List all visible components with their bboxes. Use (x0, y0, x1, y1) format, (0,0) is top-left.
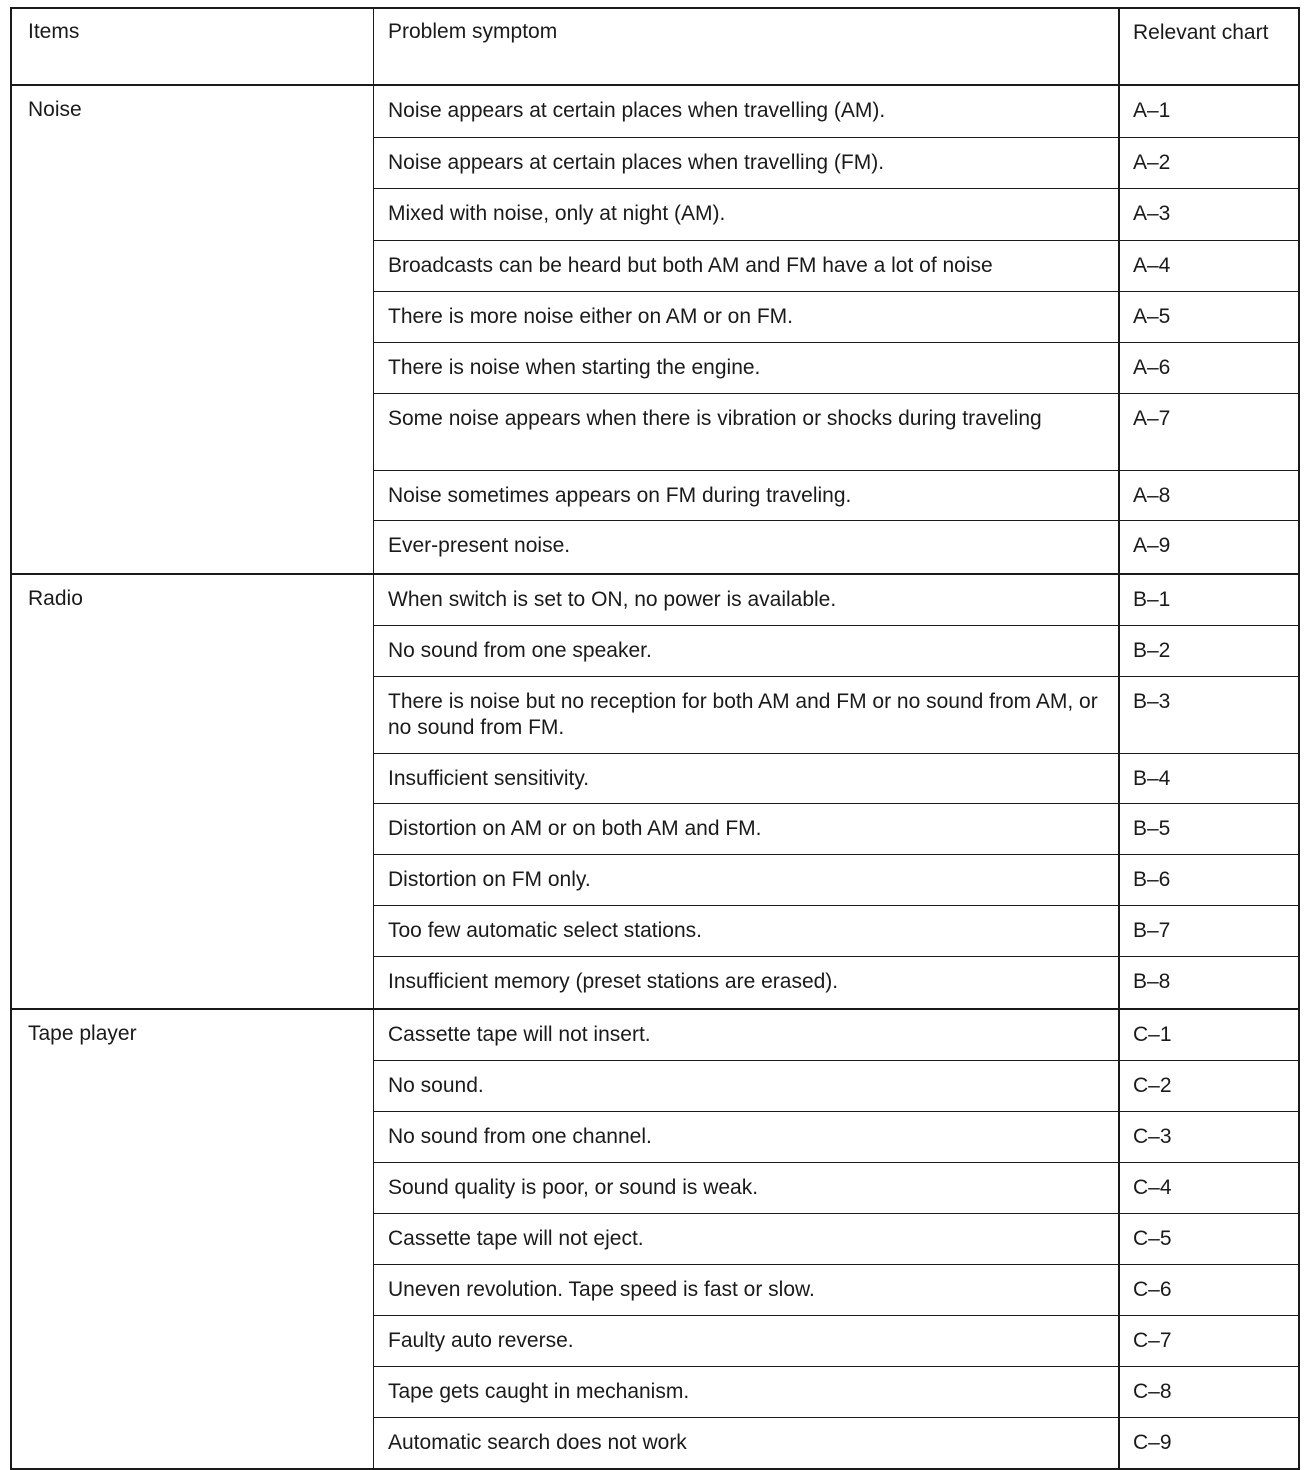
table-row (374, 1214, 1298, 1265)
problem-symptom-cell: There is noise when starting the engine. (374, 343, 1120, 393)
problem-symptom-cell: Noise sometimes appears on FM during traveling. (374, 471, 1120, 520)
symptom-rows (374, 1010, 1298, 1468)
problem-symptom-cell: Noise appears at certain places when travelling (FM). (374, 138, 1120, 188)
group-noise (12, 86, 1298, 575)
relevant-chart-cell: B–4 (1133, 767, 1171, 790)
table-row (374, 521, 1298, 573)
table-row (374, 1265, 1298, 1316)
problem-symptom-cell: Sound quality is poor, or sound is weak. (374, 1163, 1120, 1213)
problem-symptom-cell: Cassette tape will not insert. (374, 1010, 1120, 1060)
problem-symptom-cell: When switch is set to ON, no power is available. (374, 575, 1120, 625)
item-label: Noise (12, 86, 374, 573)
table-row (374, 292, 1298, 343)
relevant-chart-cell: B–6 (1133, 868, 1171, 891)
group-radio (12, 575, 1298, 1010)
table-row (374, 1316, 1298, 1367)
table-row (374, 471, 1298, 521)
problem-symptom-cell: Some noise appears when there is vibration or shocks during traveling (374, 394, 1120, 470)
problem-symptom-cell: Insufficient sensitivity. (374, 754, 1120, 803)
problem-symptom-cell: No sound. (374, 1061, 1120, 1111)
symptom-rows (374, 575, 1298, 1008)
relevant-chart-cell: B–7 (1133, 919, 1171, 942)
table-row (374, 855, 1298, 906)
table-row (374, 906, 1298, 957)
problem-symptom-cell: No sound from one speaker. (374, 626, 1120, 676)
problem-symptom-cell: Broadcasts can be heard but both AM and FM have a lot of noise (374, 241, 1120, 291)
problem-symptom-cell: Distortion on AM or on both AM and FM. (374, 804, 1120, 854)
relevant-chart-cell: A–9 (1133, 534, 1171, 557)
relevant-chart-cell: C–1 (1133, 1023, 1172, 1046)
relevant-chart-cell: A–7 (1133, 407, 1171, 430)
problem-symptom-cell: Insufficient memory (preset stations are erased). (374, 957, 1120, 1008)
problem-symptom-cell: Noise appears at certain places when travelling (AM). (374, 86, 1120, 137)
table-row (374, 1112, 1298, 1163)
header-problem-symptom: Problem symptom (374, 9, 1120, 84)
relevant-chart-cell: C–3 (1133, 1125, 1172, 1148)
relevant-chart-cell: C–6 (1133, 1278, 1172, 1301)
problem-symptom-cell: No sound from one channel. (374, 1112, 1120, 1162)
relevant-chart-cell: A–4 (1133, 254, 1171, 277)
table-row (374, 626, 1298, 677)
relevant-chart-cell: C–5 (1133, 1227, 1172, 1250)
table-row (374, 1010, 1298, 1061)
problem-symptom-cell: Automatic search does not work (374, 1418, 1120, 1468)
problem-symptom-cell: Distortion on FM only. (374, 855, 1120, 905)
problem-symptom-cell: Cassette tape will not eject. (374, 1214, 1120, 1264)
problem-symptom-cell: There is more noise either on AM or on FM. (374, 292, 1120, 342)
relevant-chart-cell: A–8 (1133, 484, 1171, 507)
problem-symptom-cell: Faulty auto reverse. (374, 1316, 1120, 1366)
table-row (374, 138, 1298, 189)
problem-symptom-cell: There is noise but no reception for both AM and FM or no sound from AM, or no sound from FM. (374, 677, 1120, 753)
relevant-chart-cell: B–1 (1133, 588, 1171, 611)
relevant-chart-cell: C–9 (1133, 1431, 1172, 1454)
problem-symptom-cell: Ever-present noise. (374, 521, 1120, 573)
troubleshooting-table (10, 7, 1300, 1470)
table-row (374, 1367, 1298, 1418)
header-relevant-chart: Relevant chart (1133, 21, 1269, 44)
table-row (374, 804, 1298, 855)
table-row (374, 86, 1298, 138)
problem-symptom-cell: Mixed with noise, only at night (AM). (374, 189, 1120, 240)
relevant-chart-cell: C–8 (1133, 1380, 1172, 1403)
table-row (374, 1418, 1298, 1468)
item-label: Tape player (12, 1010, 374, 1468)
table-row (374, 241, 1298, 292)
relevant-chart-cell: B–3 (1133, 690, 1171, 713)
relevant-chart-cell: B–8 (1133, 970, 1171, 993)
table-row (374, 1163, 1298, 1214)
problem-symptom-cell: Uneven revolution. Tape speed is fast or slow. (374, 1265, 1120, 1315)
table-header (12, 9, 1298, 86)
relevant-chart-cell: C–2 (1133, 1074, 1172, 1097)
relevant-chart-cell: A–6 (1133, 356, 1171, 379)
table-row (374, 957, 1298, 1008)
header-items: Items (12, 9, 374, 84)
table-body (12, 86, 1298, 1468)
relevant-chart-cell: A–3 (1133, 202, 1171, 225)
table-row (374, 754, 1298, 804)
relevant-chart-cell: C–7 (1133, 1329, 1172, 1352)
relevant-chart-cell: B–5 (1133, 817, 1171, 840)
table-row (374, 575, 1298, 626)
relevant-chart-cell: A–5 (1133, 305, 1171, 328)
relevant-chart-cell: C–4 (1133, 1176, 1172, 1199)
symptom-rows (374, 86, 1298, 573)
problem-symptom-cell: Tape gets caught in mechanism. (374, 1367, 1120, 1417)
relevant-chart-cell: A–2 (1133, 151, 1171, 174)
item-label: Radio (12, 575, 374, 1008)
table-row (374, 1061, 1298, 1112)
table-row (374, 189, 1298, 241)
group-tape-player (12, 1010, 1298, 1468)
problem-symptom-cell: Too few automatic select stations. (374, 906, 1120, 956)
table-row (374, 677, 1298, 754)
table-row (374, 394, 1298, 471)
relevant-chart-cell: B–2 (1133, 639, 1171, 662)
relevant-chart-cell: A–1 (1133, 99, 1171, 122)
table-row (374, 343, 1298, 394)
